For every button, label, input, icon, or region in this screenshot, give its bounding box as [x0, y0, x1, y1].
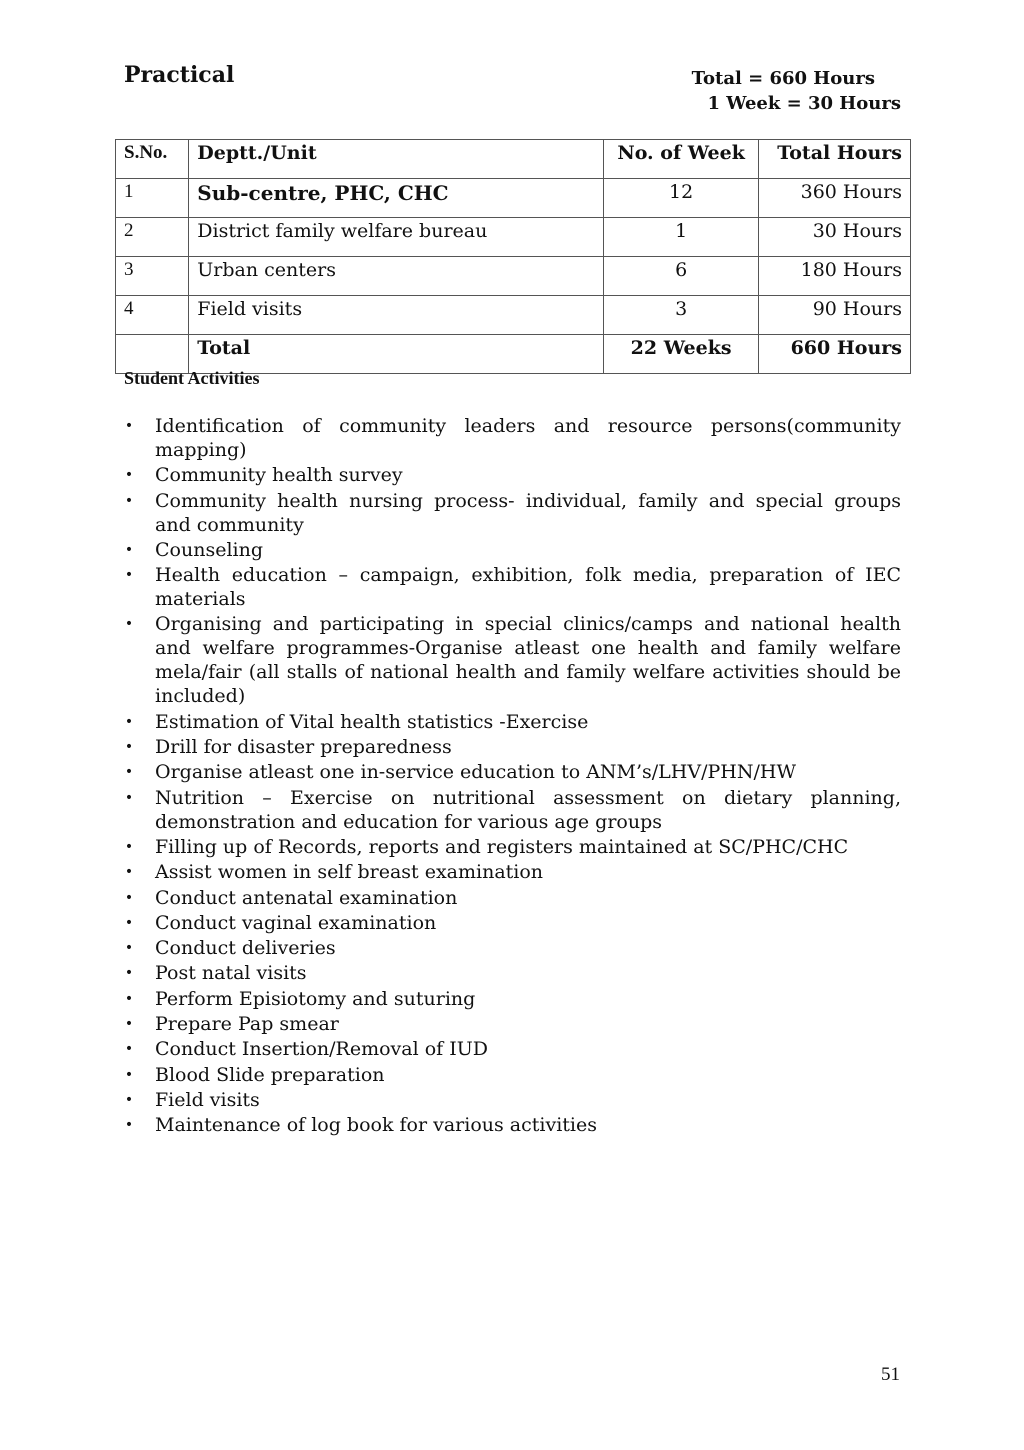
table-row — [116, 296, 911, 335]
list-item — [124, 538, 901, 562]
cell-sno: 3 — [116, 257, 189, 296]
list-item — [124, 414, 901, 462]
bullet-icon: • — [124, 764, 134, 781]
bullet-icon: • — [124, 418, 134, 434]
list-item — [124, 860, 901, 884]
bullet-icon: • — [124, 567, 134, 584]
cell-unit: Urban centers — [189, 257, 604, 296]
list-item — [124, 563, 901, 611]
cell-unit: Sub-centre, PHC, CHC — [189, 179, 604, 218]
list-item — [124, 1037, 901, 1061]
table-header-row — [116, 140, 911, 179]
list-item-text: Blood Slide preparation — [155, 1063, 385, 1086]
cell-weeks: 22 Weeks — [603, 335, 759, 374]
cell-sno: 1 — [116, 179, 189, 218]
page-title: Practical — [124, 62, 235, 88]
cell-sno: 4 — [116, 296, 189, 335]
table-row — [116, 179, 911, 218]
cell-sno: 2 — [116, 218, 189, 257]
list-item-text: Prepare Pap smear — [155, 1013, 339, 1036]
page-number: 51 — [881, 1364, 900, 1385]
list-item-text: Estimation of Vital health statistics -Exercise — [155, 710, 589, 733]
list-item — [124, 835, 901, 859]
list-item — [124, 1012, 901, 1036]
bullet-icon: • — [124, 739, 134, 756]
bullet-icon: • — [124, 990, 134, 1007]
header-weeks: No. of Week — [603, 140, 759, 179]
cell-weeks: 3 — [603, 296, 759, 335]
cell-weeks: 12 — [603, 179, 759, 218]
list-item — [124, 463, 901, 487]
cell-hours: 360 Hours — [759, 179, 911, 218]
header-unit: Deptt./Unit — [189, 140, 604, 179]
bullet-icon: • — [124, 864, 134, 881]
activities-list — [124, 414, 901, 1139]
bullet-icon: • — [124, 1117, 134, 1134]
bullet-icon: • — [124, 713, 134, 730]
bullet-icon: • — [124, 467, 134, 484]
list-item-text: Conduct deliveries — [155, 937, 336, 960]
list-item — [124, 1063, 901, 1087]
cell-hours: 660 Hours — [759, 335, 911, 374]
total-hours: Total = 660 Hours — [691, 68, 875, 89]
list-item-text: Health education – campaign, exhibition, folk media, preparation of IEC materials — [155, 564, 901, 611]
list-item — [124, 961, 901, 985]
cell-hours: 30 Hours — [759, 218, 911, 257]
list-item-text: Conduct Insertion/Removal of IUD — [155, 1038, 488, 1061]
list-item — [124, 786, 901, 834]
cell-unit: Total — [189, 335, 604, 374]
table-row — [116, 257, 911, 296]
list-item-text: Nutrition – Exercise on nutritional assessment on dietary planning, demonstration and education for various age groups — [155, 786, 901, 833]
list-item-text: Community health nursing process- individual, family and special groups and community — [155, 489, 901, 536]
list-item — [124, 710, 901, 734]
cell-weeks: 1 — [603, 218, 759, 257]
hours-per-week: 1 Week = 30 Hours — [707, 93, 901, 114]
hours-summary — [692, 66, 901, 116]
cell-hours: 180 Hours — [759, 257, 911, 296]
activities-heading: Student Activities — [124, 368, 260, 388]
bullet-icon: • — [124, 1016, 134, 1033]
list-item — [124, 760, 901, 784]
bullet-icon: • — [124, 889, 134, 906]
list-item-text: Conduct vaginal examination — [155, 911, 437, 934]
bullet-icon: • — [124, 616, 134, 633]
cell-hours: 90 Hours — [759, 296, 911, 335]
list-item — [124, 911, 901, 935]
list-item — [124, 735, 901, 759]
list-item-text: Drill for disaster preparedness — [155, 736, 452, 759]
list-item-text: Perform Episiotomy and suturing — [155, 987, 476, 1010]
header-hours: Total Hours — [759, 140, 911, 179]
list-item — [124, 612, 901, 708]
cell-weeks: 6 — [603, 257, 759, 296]
list-item-text: Field visits — [155, 1088, 260, 1111]
list-item-text: Maintenance of log book for various activities — [155, 1114, 598, 1137]
list-item-text: Conduct antenatal examination — [155, 886, 458, 909]
bullet-icon: • — [124, 789, 134, 806]
bullet-icon: • — [124, 492, 134, 509]
bullet-icon: • — [124, 541, 134, 558]
list-item-text: Post natal visits — [155, 962, 307, 985]
bullet-icon: • — [124, 965, 134, 982]
cell-unit: Field visits — [189, 296, 604, 335]
list-item — [124, 1113, 901, 1137]
header-sno: S.No. — [116, 140, 189, 179]
bullet-icon: • — [124, 838, 134, 855]
list-item-text: Filling up of Records, reports and registers maintained at SC/PHC/CHC — [155, 835, 849, 858]
list-item — [124, 987, 901, 1011]
list-item-text: Organising and participating in special clinics/camps and national health and welfare programmes-Organise atleast one health and family welfare mela/fair (all stalls of national health and family welfare activities should be included) — [155, 613, 901, 708]
bullet-icon: • — [124, 940, 134, 957]
table-row — [116, 218, 911, 257]
list-item — [124, 886, 901, 910]
bullet-icon: • — [124, 914, 134, 931]
list-item — [124, 936, 901, 960]
list-item — [124, 1088, 901, 1112]
list-item-text: Identification of community leaders and resource persons(community mapping) — [155, 415, 901, 461]
bullet-icon: • — [124, 1066, 134, 1083]
bullet-icon: • — [124, 1041, 134, 1058]
list-item — [124, 489, 901, 537]
list-item-text: Community health survey — [155, 464, 403, 487]
list-item-text: Organise atleast one in-service education to ANM’s/LHV/PHN/HW — [155, 761, 796, 784]
cell-unit: District family welfare bureau — [189, 218, 604, 257]
list-item-text: Counseling — [155, 538, 263, 561]
list-item-text: Assist women in self breast examination — [155, 861, 544, 884]
practical-table — [115, 139, 911, 374]
bullet-icon: • — [124, 1091, 134, 1108]
